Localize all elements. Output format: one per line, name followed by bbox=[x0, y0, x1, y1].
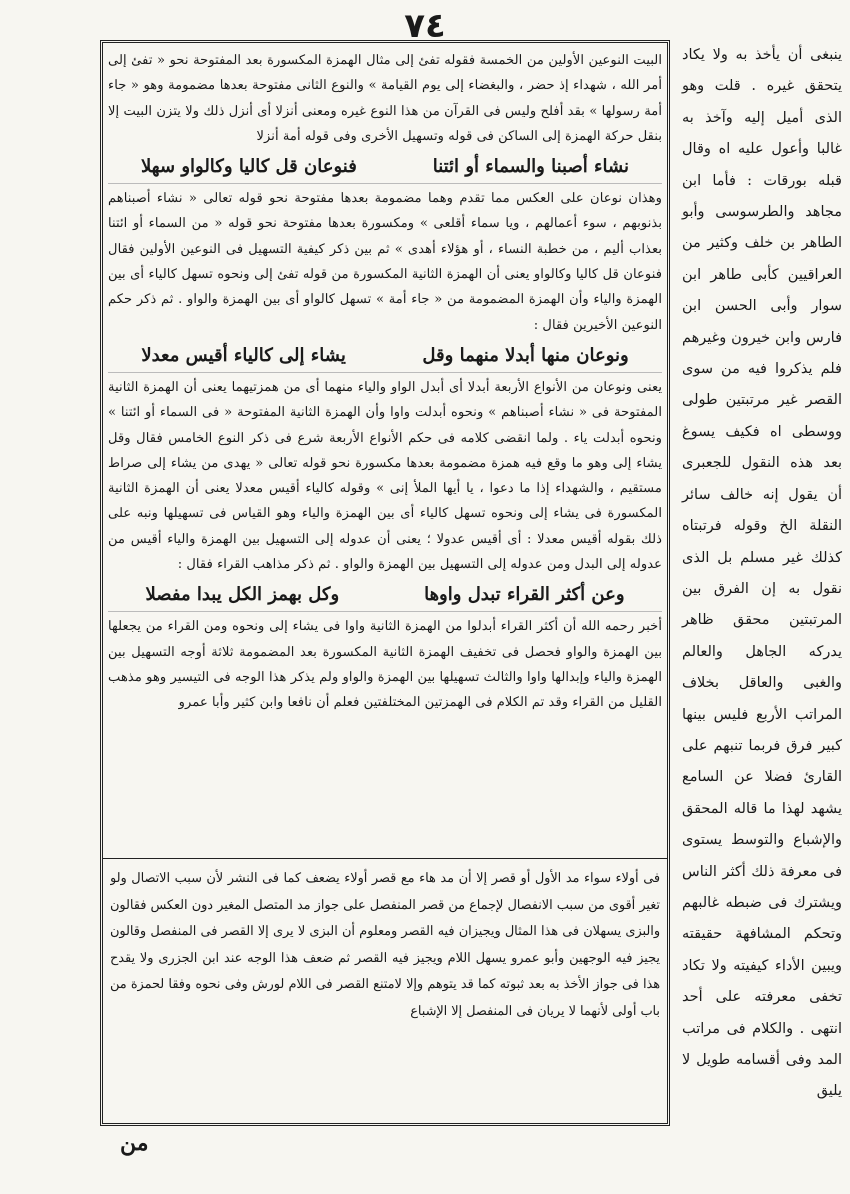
verse-line bbox=[108, 340, 662, 373]
verse-hemistich: وعن أكثر القراء تبدل واوها bbox=[424, 584, 625, 606]
footnote-divider bbox=[103, 858, 667, 859]
commentary-paragraph: وهذان نوعان على العكس مما تقدم وهما مضمومة بعدها مفتوحة نحو قوله تعالى « نشاء أصبناهم بذنوبهم ، سوء أعمالهم ، ويا سماء أقلعى » ومكسورة بعدها مفتوحة نحو قوله « من السماء أو ائتنا بعذاب أليم ، من خطبة النساء ، أو هؤلاء أهدى » ثم بين ذكر كيفية التسهيل فى النوعين الأولين فقال فنوعان قل كاليا وكالواو يعنى أن الهمزة الثانية المكسورة من قوله تفئ إلى ونحوه تسهل كالياء أى بين الهمزة والياء وأن الهمزة المضمومة من « جاء أمة » تسهل كالواو أى بين الهمزة والواو . ثم ذكر حكم النوعين الأخيرين فقال : bbox=[108, 191, 662, 333]
verse-hemistich: نشاء أصبنا والسماء أو ائتنا bbox=[432, 156, 630, 178]
page-number: ٧٤ bbox=[404, 6, 446, 46]
main-text-block bbox=[108, 48, 662, 854]
catchword: من bbox=[120, 1130, 149, 1156]
verse-hemistich: وكل بهمز الكل يبدا مفصلا bbox=[145, 584, 340, 606]
commentary-paragraph: البيت النوعين الأولين من الخمسة فقوله تفئ إلى مثال الهمزة المكسورة بعد المفتوحة نحو « تفئ إلى أمر الله ، شهداء إذ حضر ، والبغضاء إلى يوم القيامة » والنوع الثانى مفتوحة بعدها مضمومة وهو « جاء أمة رسولها » بقد أفلح وليس فى القرآن من هذا النوع غيره ومعنى أنزلا أى أنزل ذلك ولا يتزن البيت إلا بنقل حركة الهمزة إلى الساكن فى قوله وتسهيل الأخرى وفى قوله أمة أنزلا bbox=[108, 53, 662, 144]
verse-hemistich: ونوعان منها أبدلا منهما وقل bbox=[422, 344, 629, 366]
commentary-paragraph: يعنى ونوعان من الأنواع الأربعة أبدلا أى أبدل الواو والياء منهما أى من همزتيهما يعنى أن الهمزة الثانية المفتوحة فى « نشاء أصبناهم » ونحوه أبدلت واوا وأن الهمزة الثانية المفتوحة « فى السماء أو ائتنا » ونحوه أبدلت ياء . ولما انقضى كلامه فى حكم الأنواع الأربعة شرع فى ذكر النوع الخامس فقال وقل يشاء إلى وهو ما وقع فيه همزة مضمومة بعدها مكسورة نحو قوله تعالى « يهدى من يشاء إلى صراط مستقيم ، والشهداء إذا ما دعوا ، يا أيها الملأ إنى » وقوله كالياء أقيس معدلا يعنى أن الهمزة الثانية المكسورة فى يشاء إلى ونحوه تسهل كالياء أى بين الهمزة والياء وهو القياس فى تسهيلها ونبه على ذلك بقوله أقيس معدلا : أى أقيس عدولا ؛ يعنى أن عدوله إلى التسهيل بين الهمزة والياء أقيس من عدوله إلى البدل ومن عدوله إلى التسهيل بين الهمزة والواو . ثم ذكر مذاهب القراء فقال : bbox=[108, 379, 662, 573]
margin-note: ينبغى أن يأخذ به ولا يكاد يتحقق غيره . قلت وهو الذى أميل إليه وآخذ به غالبا وأعول عليه اه وقال قبله بورقات : فأما ابن مجاهد والطرسوسى وأبو الطاهر بن خلف وكثير من العراقيين كأبى طاهر ابن سوار وأبى الحسن ابن فارس وابن خيرون وغيرهم فلم يذكروا فيه من سوى القصر غير مرتبتين طولى ووسطى اه فكيف يسوغ بعد هذه النقول للجعبرى أن يقول إنه خالف سائر النقلة الخ وقوله فرتبتاه كذلك غير مسلم بل الذى نقول به إن الفرق بين المرتبتين محقق ظاهر يدركه الجاهل والعالم والغبى والعاقل بخلاف المراتب الأربع فليس بينها كبير فرق فربما تنبهم على القارئ فضلا عن السامع يشهد لهذا ما قاله المحقق والإشباع والتوسط يستوى فى معرفة ذلك أكثر الناس ويشترك فى ضبطه غالبهم وتحكم المشافهة حقيقته ويبين الأداء كيفيته ولا تكاد تخفى معرفته على أحد انتهى . والكلام فى مراتب المد وفى أقسامه طويل لا يليق bbox=[682, 47, 842, 1100]
footnote-text: فى أولاء سواء مد الأول أو قصر إلا أن مد هاء مع قصر أولاء يضعف كما فى النشر لأن سبب الاتصال ولو تغير أقوى من سبب الانفصال لإجماع من قصر المنفصل على جواز مد المتصل المغير دون العكس فقالون والبزى يسهلان فى هذا المثال ويجيزان فيه القصر ومعلوم أن البزى لا يرى إلا القصر فى المنفصل وقالون يجيز فيه الوجهين وأبو عمرو يسهل اللام ويجيز فيه القصر ثم ضعف هذا الوجه عند ابن الجزرى ولا يقدح هذا فى جواز الأخذ به بعد ثبوته كما قد يتوهم وإلا لامتنع القصر فى اللام لورش وفى نحوه وفقا لحمزة من باب أولى لأنهما لا يريان فى المنفصل إلا الإشباع bbox=[110, 871, 660, 1019]
verse-hemistich: يشاء إلى كالياء أقيس معدلا bbox=[141, 344, 346, 366]
verse-hemistich: فنوعان قل كاليا وكالواو سهلا bbox=[140, 156, 357, 178]
verse-line bbox=[108, 579, 662, 612]
verse-line bbox=[108, 151, 662, 184]
commentary-paragraph: أخبر رحمه الله أن أكثر القراء أبدلوا من الهمزة الثانية واوا فى يشاء إلى ونحوه ومن القراء من يجعلها بين الهمزة والواو فحصل فى تخفيف الهمزة الثانية المكسورة بعد المضمومة ثلاثة أوجه التسهيل بين الهمزة والياء وإبدالها واوا والثالث تسهيلها بين الهمزة والواو ولم يذكر هذا الوجه فى التيسير وهو مذهب القليل من القراء وقد تم الكلام فى الهمزتين المختلفتين فعلم أن نافعا وابن كثير وأبا عمرو bbox=[108, 619, 662, 711]
